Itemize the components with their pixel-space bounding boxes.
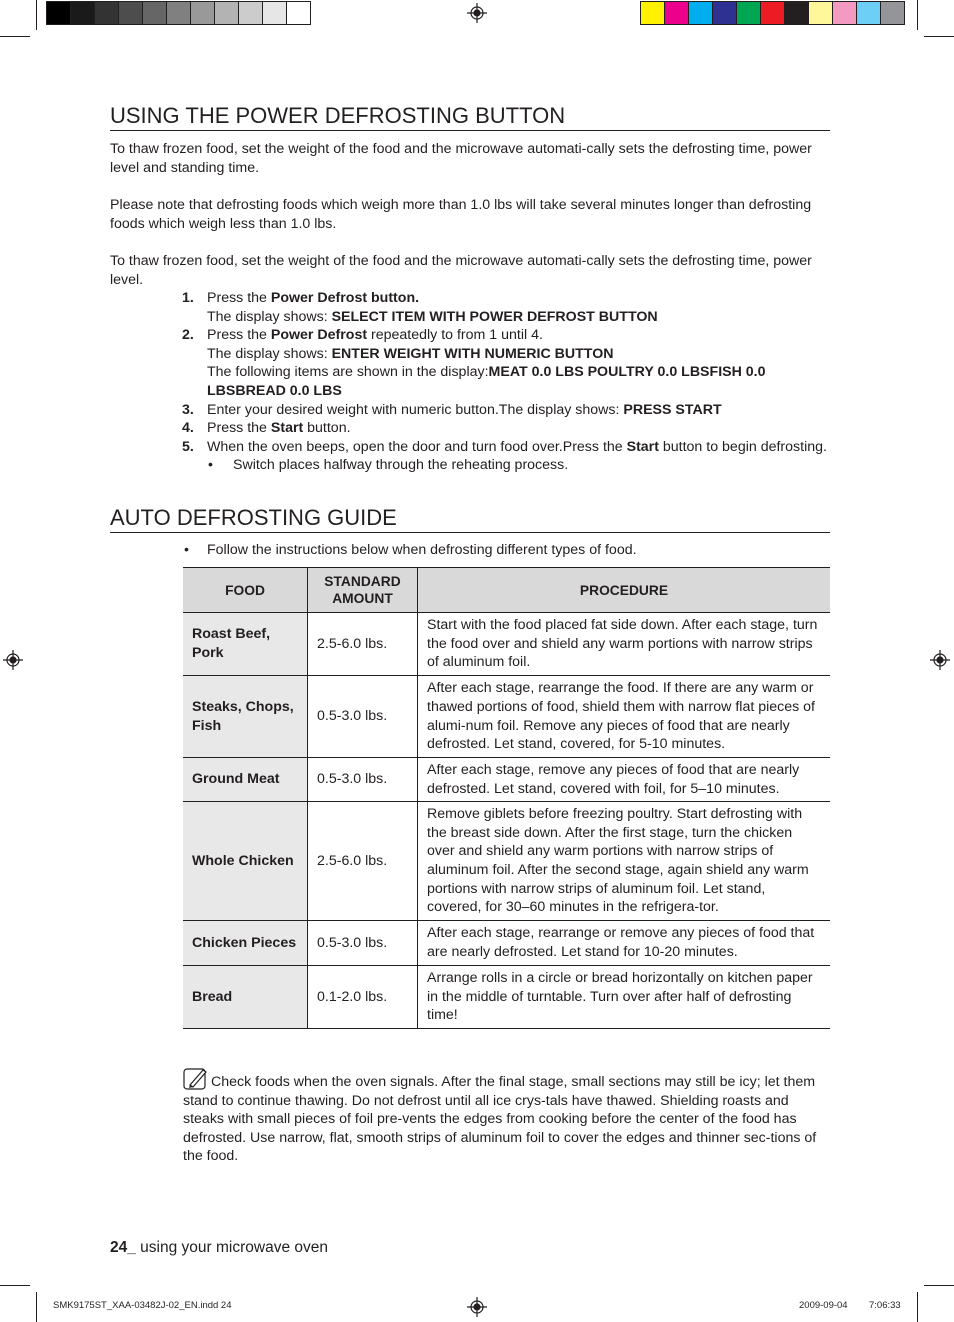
column-header-procedure: PROCEDURE [418, 568, 831, 613]
display-message: PRESS START [623, 401, 722, 418]
step-text: repeatedly to from 1 until 4. [367, 327, 543, 344]
color-swatch [736, 1, 761, 25]
color-swatch [688, 1, 713, 25]
food-cell: Whole Chicken [183, 802, 308, 921]
step-bold: Start [626, 438, 659, 455]
slug-time: 7:06:33 [869, 1300, 901, 1311]
crop-mark [36, 1292, 37, 1322]
color-swatch [760, 1, 785, 25]
step-text: Press the [207, 327, 271, 344]
display-message: SELECT ITEM WITH POWER DEFROST BUTTON [331, 308, 658, 325]
crop-mark [924, 1285, 954, 1286]
color-swatch [190, 1, 215, 25]
color-swatch [94, 1, 119, 25]
crop-mark [0, 36, 30, 37]
step-text: When the oven beeps, open the door and turn food over.Press the [207, 438, 627, 455]
crop-mark [924, 36, 954, 37]
procedure-cell: Remove giblets before freezing poultry. Start defrosting with the breast side down. After the first stage, turn the chicken over and shield any warm portions with narrow strips of aluminum foil. After the second stage, again shield any warm portions with narrow strips of aluminum foil. Let stand, covered, for 30–60 minutes in the refrigera-tor. [418, 802, 831, 921]
display-message: MEAT 0.0 LBS POULTRY 0.0 LBSFISH 0.0 LBSBREAD 0.0 LBS [207, 364, 766, 399]
step-5 [182, 438, 832, 475]
note-text: Check foods when the oven signals. After the final stage, small sections may still be icy; let them stand to continue thawing. Do not defrost until all ice crys-tals have thawed. Shielding roasts and steaks with small pieces of foil pre-vents the edges from cooking before the center of the food has defrosted. Use narrow, flat, smooth strips of aluminum foil to cover the edges and thinner sec-tions of the food. [183, 1074, 817, 1165]
color-swatch [880, 1, 905, 25]
registration-mark-icon [467, 3, 487, 23]
step-bold: Start [270, 420, 304, 437]
slug-filename: SMK9175ST_XAA-03482J-02_EN.indd 24 [53, 1300, 232, 1311]
table-row [183, 802, 830, 921]
amount-cell: 0.5-3.0 lbs. [308, 921, 418, 966]
step-text: The display shows: [207, 308, 332, 325]
column-header-food: FOOD [183, 568, 308, 613]
table-row [183, 758, 830, 802]
procedure-cell: Start with the food placed fat side down. After each stage, turn the food over and shield any warm portions with narrow strips of aluminum foil. [418, 613, 831, 676]
bullet-dot-icon: • [208, 457, 213, 474]
step-3 [182, 401, 832, 420]
color-swatch [118, 1, 143, 25]
steps-list [182, 289, 832, 475]
weight-note-paragraph: Please note that defrosting foods which weigh more than 1.0 lbs will take several minutes longer than defrosting foods which weigh less than 1.0 lbs. [110, 197, 812, 232]
color-swatch [262, 1, 287, 25]
step-bold: Power Defrost [270, 327, 368, 344]
step-number: 4. [182, 420, 194, 437]
bullet-dot-icon: • [184, 542, 189, 558]
note-block [183, 1068, 831, 1166]
color-swatch [784, 1, 809, 25]
guide-intro-text: Follow the instructions below when defrosting different types of food. [207, 542, 637, 558]
step-number: 3. [182, 401, 194, 418]
food-cell: Steaks, Chops, Fish [183, 676, 308, 758]
food-cell: Ground Meat [183, 758, 308, 802]
step-text: button. [303, 420, 351, 437]
food-cell: Chicken Pieces [183, 921, 308, 966]
crop-mark [917, 1292, 918, 1322]
procedure-cell: After each stage, rearrange the food. If there are any warm or thawed portions of food, shield them with narrow flat pieces of alumi-num foil. Remove any pieces of food that are nearly defrosted. Let stand, covered, for 5-10 minutes. [418, 676, 831, 758]
page-footer-label: using your microwave oven [135, 1239, 328, 1256]
registration-mark-icon [3, 650, 23, 670]
color-swatch [166, 1, 191, 25]
crop-mark [36, 0, 37, 30]
table-row [183, 613, 830, 676]
step-bold: Power Defrost button. [270, 290, 420, 306]
amount-cell: 0.5-3.0 lbs. [308, 676, 418, 758]
defrost-guide-table [183, 567, 830, 1029]
step-text: button to begin defrosting. [658, 438, 827, 455]
section-title-power-defrost: USING THE POWER DEFROSTING BUTTON [110, 104, 830, 131]
color-swatch [712, 1, 737, 25]
color-swatch [856, 1, 881, 25]
color-swatch [70, 1, 95, 25]
color-swatch [238, 1, 263, 25]
color-swatch [808, 1, 833, 25]
table-row [183, 966, 830, 1029]
column-header-amount: STANDARD AMOUNT [308, 568, 418, 613]
procedure-cell: After each stage, remove any pieces of food that are nearly defrosted. Let stand, covered with foil, for 5–10 minutes. [418, 758, 831, 802]
table-header-row [183, 568, 830, 613]
display-message: ENTER WEIGHT WITH NUMERIC BUTTON [331, 345, 614, 362]
color-swatch [142, 1, 167, 25]
step-1 [182, 289, 832, 326]
page-number: 24_ [110, 1239, 136, 1256]
note-pencil-icon [183, 1068, 208, 1090]
step-2 [182, 326, 832, 400]
guide-intro [183, 541, 830, 560]
step-number: 5. [182, 438, 194, 455]
step-number: 2. [182, 327, 194, 344]
registration-mark-icon [930, 650, 950, 670]
color-swatch [664, 1, 689, 25]
step-text: The following items are shown in the display: [207, 364, 489, 381]
procedure-cell: After each stage, rearrange or remove any pieces of food that are nearly defrosted. Let stand for 10-20 minutes. [418, 921, 831, 966]
step-text: The display shows: [207, 345, 332, 362]
color-swatch [832, 1, 857, 25]
amount-cell: 0.5-3.0 lbs. [308, 758, 418, 802]
color-swatch [214, 1, 239, 25]
page-footer [110, 1239, 328, 1257]
step-text: Press the [207, 420, 271, 437]
step-number: 1. [182, 290, 194, 306]
amount-cell: 2.5-6.0 lbs. [308, 613, 418, 676]
intro-paragraph: To thaw frozen food, set the weight of the food and the microwave automati-cally sets the defrosting time, power level and standing time. [110, 141, 812, 176]
registration-mark-icon [467, 1297, 487, 1317]
thaw-paragraph: To thaw frozen food, set the weight of the food and the microwave automati-cally sets the defrosting time, power level. [110, 253, 812, 288]
table-row [183, 676, 830, 758]
crop-mark [917, 0, 918, 30]
bullet-item [207, 456, 832, 475]
slug-date: 2009-09-04 [799, 1300, 848, 1311]
step-text: Enter your desired weight with numeric button.The display shows: [207, 401, 624, 418]
table-row [183, 921, 830, 966]
color-swatch [640, 1, 665, 25]
procedure-cell: Arrange rolls in a circle or bread horizontally on kitchen paper in the middle of turntable. Turn over after half of defrosting time! [418, 966, 831, 1029]
section-title-auto-defrost: AUTO DEFROSTING GUIDE [110, 506, 830, 533]
amount-cell: 2.5-6.0 lbs. [308, 802, 418, 921]
bullet-text: Switch places halfway through the reheating process. [233, 457, 569, 474]
food-cell: Bread [183, 966, 308, 1029]
step-4 [182, 419, 832, 438]
crop-mark [0, 1285, 30, 1286]
color-swatch [46, 1, 71, 25]
step-text: Press the [207, 290, 271, 306]
color-swatch [286, 1, 311, 25]
food-cell: Roast Beef, Pork [183, 613, 308, 676]
amount-cell: 0.1-2.0 lbs. [308, 966, 418, 1029]
